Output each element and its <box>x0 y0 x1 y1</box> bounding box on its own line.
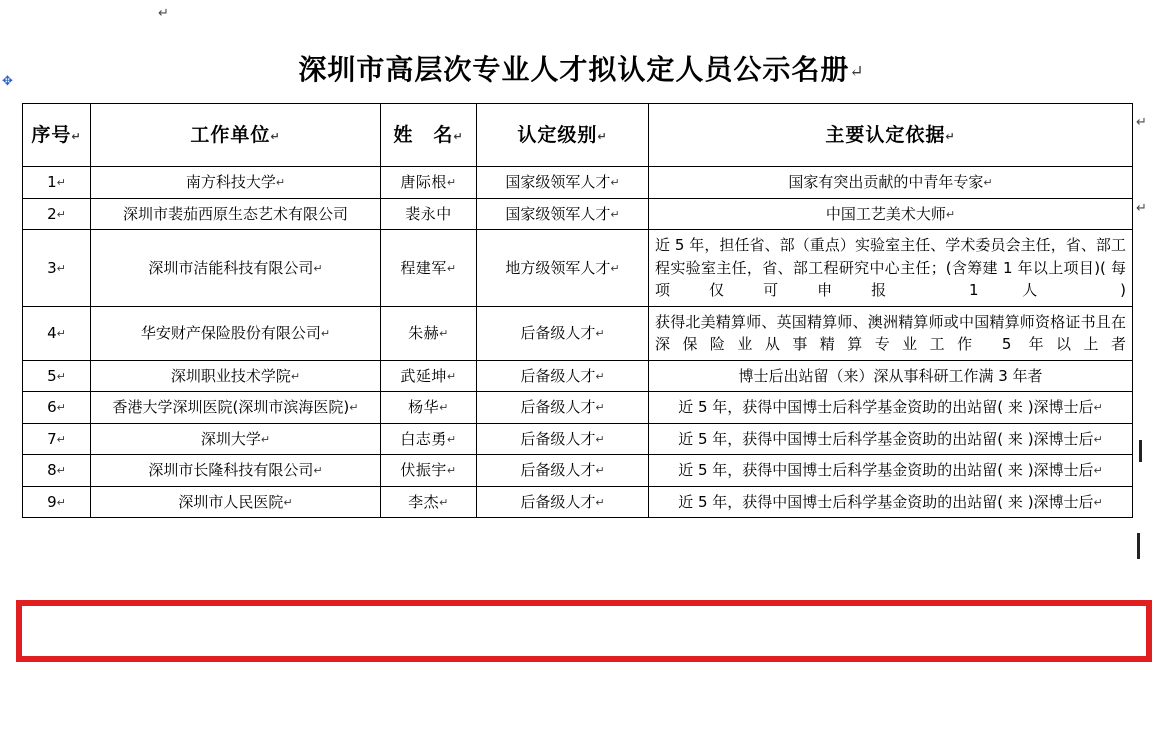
cell-basis <box>649 392 1133 424</box>
cell-level-value: 后备级人才 <box>520 429 596 448</box>
cell-level <box>477 423 649 455</box>
cell-index <box>23 455 91 487</box>
paragraph-mark: ↵ <box>595 369 605 383</box>
col-header-basis <box>649 104 1133 167</box>
cell-name-value: 程建军 <box>400 258 447 277</box>
edge-tick-mark <box>1139 440 1142 462</box>
cell-basis <box>649 360 1133 392</box>
stray-paragraph-mark: ↵ <box>158 6 169 21</box>
paragraph-mark: ↵ <box>595 326 605 340</box>
table-row <box>23 198 1133 230</box>
cell-name <box>381 486 477 518</box>
col-header-name-label: 姓 名 <box>393 123 454 146</box>
cell-index-value: 3 <box>47 258 57 277</box>
cell-basis <box>649 306 1133 360</box>
cell-level <box>477 306 649 360</box>
highlight-annotation-box <box>16 600 1152 662</box>
paragraph-mark: ↵ <box>56 495 66 509</box>
paragraph-mark: ↵ <box>446 176 457 189</box>
cell-level <box>477 230 649 307</box>
cell-level-value: 后备级人才 <box>520 366 596 385</box>
paragraph-mark: ↵ <box>439 326 449 340</box>
cell-level-value: 后备级人才 <box>520 492 596 511</box>
cell-level <box>477 360 649 392</box>
col-header-index <box>23 104 91 167</box>
table-row <box>23 392 1133 424</box>
cell-unit <box>91 423 381 455</box>
paragraph-mark: ↵ <box>945 129 956 143</box>
cell-basis-value: 近 5 年，获得中国博士后科学基金资助的出站留( 来 )深博士后 <box>678 492 1094 511</box>
cell-level <box>477 198 649 230</box>
paragraph-mark: ↵ <box>56 207 66 221</box>
paragraph-mark: ↵ <box>349 401 359 414</box>
cell-unit-value: 深圳市长隆科技有限公司 <box>148 461 314 479</box>
paragraph-mark: ↵ <box>1093 495 1103 509</box>
cell-basis-value: 获得北美精算师、英国精算师、澳洲精算师或中国精算师资格证书且在深保险业从事精算专业工作 5 年以上者 <box>655 312 1126 353</box>
paragraph-mark: ↵ <box>56 401 66 414</box>
cell-index-value: 1 <box>47 173 57 191</box>
col-header-level-label: 认定级别 <box>517 123 598 146</box>
cell-index <box>23 392 91 424</box>
table-row <box>23 167 1133 199</box>
paragraph-mark: ↵ <box>56 326 66 340</box>
table-row <box>23 230 1133 307</box>
col-header-basis-label: 主要认定依据 <box>825 123 946 146</box>
paragraph-mark: ↵ <box>597 129 608 143</box>
cell-unit-value: 深圳大学 <box>200 429 261 448</box>
cell-name-value: 朱赫 <box>408 323 440 342</box>
paragraph-mark: ↵ <box>595 401 605 414</box>
cell-name <box>381 230 477 307</box>
col-header-name <box>381 104 477 167</box>
paragraph-mark: ↵ <box>595 495 605 509</box>
col-header-level <box>477 104 649 167</box>
table-row <box>23 423 1133 455</box>
col-header-index-label: 序号 <box>31 123 72 146</box>
cell-basis <box>649 198 1133 230</box>
cell-name-value: 唐际根 <box>400 173 447 191</box>
cell-level-value: 后备级人才 <box>520 323 596 342</box>
cell-name <box>381 198 477 230</box>
cell-index <box>23 167 91 199</box>
paragraph-mark: ↵ <box>313 261 323 275</box>
cell-index-value: 2 <box>47 204 57 223</box>
cell-unit-value: 南方科技大学 <box>185 173 276 191</box>
paragraph-mark: ↵ <box>320 326 331 340</box>
cell-unit-value: 深圳市裴茄西原生态艺术有限公司 <box>122 204 348 223</box>
outer-paragraph-marks <box>1136 103 1160 733</box>
cell-name <box>381 423 477 455</box>
cell-level <box>477 486 649 518</box>
paragraph-mark: ↵ <box>56 369 66 383</box>
paragraph-mark: ↵ <box>446 261 457 275</box>
cell-name-value: 伏振宇 <box>400 461 447 479</box>
roster-table-wrap <box>22 103 1132 518</box>
paragraph-mark: ↵ <box>290 369 301 383</box>
cell-level-value: 国家级领军人才 <box>505 173 611 191</box>
cell-unit-value: 香港大学深圳医院(深圳市滨海医院) <box>112 398 350 416</box>
cell-basis <box>649 167 1133 199</box>
cell-unit-value: 深圳市人民医院 <box>178 492 284 511</box>
cell-basis <box>649 486 1133 518</box>
paragraph-mark: ↵ <box>1093 432 1103 446</box>
cell-unit <box>91 306 381 360</box>
table-row-highlighted <box>23 455 1133 487</box>
cell-unit <box>91 455 381 487</box>
table-row <box>23 486 1133 518</box>
cell-basis-value: 近 5 年，获得中国博士后科学基金资助的出站留( 来 )深博士后 <box>678 398 1094 416</box>
roster-table <box>22 103 1133 518</box>
cell-basis-value: 国家有突出贡献的中青年专家 <box>788 173 984 191</box>
paragraph-mark: ↵ <box>56 176 66 189</box>
cell-name <box>381 392 477 424</box>
cell-index <box>23 198 91 230</box>
paragraph-mark: ↵ <box>1136 201 1147 216</box>
cell-index-value: 8 <box>47 461 57 479</box>
table-row <box>23 306 1133 360</box>
cell-index-value: 5 <box>47 366 57 385</box>
cell-level-value: 地方级领军人才 <box>505 258 611 277</box>
anchor-icon: ✥ <box>2 74 13 89</box>
cell-index <box>23 230 91 307</box>
cell-level <box>477 455 649 487</box>
cell-unit-value: 深圳职业技术学院 <box>170 366 291 385</box>
cell-name-value: 李杰 <box>408 492 440 511</box>
col-header-unit-label: 工作单位 <box>190 123 271 146</box>
cell-name <box>381 306 477 360</box>
paragraph-mark: ↵ <box>610 261 620 275</box>
paragraph-mark: ↵ <box>56 464 66 477</box>
paragraph-mark: ↵ <box>610 176 620 189</box>
cell-index-value: 4 <box>47 323 57 342</box>
cell-name-value: 裴永中 <box>405 204 452 223</box>
paragraph-mark: ↵ <box>56 261 66 275</box>
cell-index-value: 9 <box>47 492 57 511</box>
cell-unit <box>91 360 381 392</box>
cell-basis-value: 近 5 年，获得中国博士后科学基金资助的出站留( 来 )深博士后 <box>678 429 1094 448</box>
cell-level <box>477 167 649 199</box>
paragraph-mark: ↵ <box>446 369 457 383</box>
page-title-text: 深圳市高层次专业人才拟认定人员公示名册 <box>298 53 850 86</box>
paragraph-mark: ↵ <box>595 464 605 477</box>
paragraph-mark: ↵ <box>595 432 605 446</box>
cell-basis <box>649 455 1133 487</box>
paragraph-mark: ↵ <box>453 129 464 143</box>
cell-index-value: 7 <box>47 429 57 448</box>
cell-name <box>381 455 477 487</box>
paragraph-mark: ↵ <box>446 464 457 477</box>
cell-unit <box>91 167 381 199</box>
cell-unit-value: 华安财产保险股份有限公司 <box>140 323 321 342</box>
cell-unit <box>91 392 381 424</box>
col-header-unit <box>91 104 381 167</box>
cell-index <box>23 423 91 455</box>
title-paragraph-mark: ↵ <box>849 62 865 82</box>
cell-unit-value: 深圳市洁能科技有限公司 <box>148 258 314 277</box>
paragraph-mark: ↵ <box>260 432 271 446</box>
table-row <box>23 360 1133 392</box>
paragraph-mark: ↵ <box>1093 401 1103 414</box>
cell-basis-value: 近 5 年，担任省、部（重点）实验室主任、学术委员会主任，省、部工程实验室主任，省、部工程研究中心主任；(含筹建 1 年以上项目)( 每项仅可申报 1 人 ) <box>655 236 1126 299</box>
paragraph-mark: ↵ <box>313 464 323 477</box>
cell-basis-value: 博士后出站留（来）深从事科研工作满 3 年者 <box>738 366 1043 385</box>
cell-name-value: 武延坤 <box>400 366 447 385</box>
cell-unit <box>91 198 381 230</box>
cell-level-value: 后备级人才 <box>520 398 596 416</box>
paragraph-mark: ↵ <box>270 129 281 143</box>
paragraph-mark: ↵ <box>945 207 956 221</box>
paragraph-mark: ↵ <box>1093 464 1103 477</box>
cell-level-value: 国家级领军人才 <box>505 204 611 223</box>
cell-level <box>477 392 649 424</box>
edge-tick-mark <box>1137 533 1140 559</box>
cell-name <box>381 360 477 392</box>
cell-index-value: 6 <box>47 398 57 416</box>
paragraph-mark: ↵ <box>275 176 286 189</box>
cell-name-value: 白志勇 <box>400 429 447 448</box>
cell-name <box>381 167 477 199</box>
cell-basis <box>649 423 1133 455</box>
paragraph-mark: ↵ <box>71 129 82 143</box>
paragraph-mark: ↵ <box>1136 115 1147 130</box>
cell-index <box>23 486 91 518</box>
cell-level-value: 后备级人才 <box>520 461 596 479</box>
cell-index <box>23 360 91 392</box>
page-title <box>0 48 1163 88</box>
paragraph-mark: ↵ <box>56 432 66 446</box>
paragraph-mark: ↵ <box>439 495 449 509</box>
cell-basis <box>649 230 1133 307</box>
paragraph-mark: ↵ <box>283 495 293 509</box>
paragraph-mark: ↵ <box>446 432 457 446</box>
cell-unit <box>91 486 381 518</box>
cell-unit <box>91 230 381 307</box>
cell-basis-value: 中国工艺美术大师 <box>825 204 946 223</box>
paragraph-mark: ↵ <box>439 401 449 414</box>
cell-index <box>23 306 91 360</box>
cell-name-value: 杨华 <box>408 398 440 416</box>
paragraph-mark: ↵ <box>610 207 620 221</box>
cell-basis-value: 近 5 年，获得中国博士后科学基金资助的出站留( 来 )深博士后 <box>678 461 1094 479</box>
paragraph-mark: ↵ <box>983 176 993 189</box>
table-header-row <box>23 104 1133 167</box>
